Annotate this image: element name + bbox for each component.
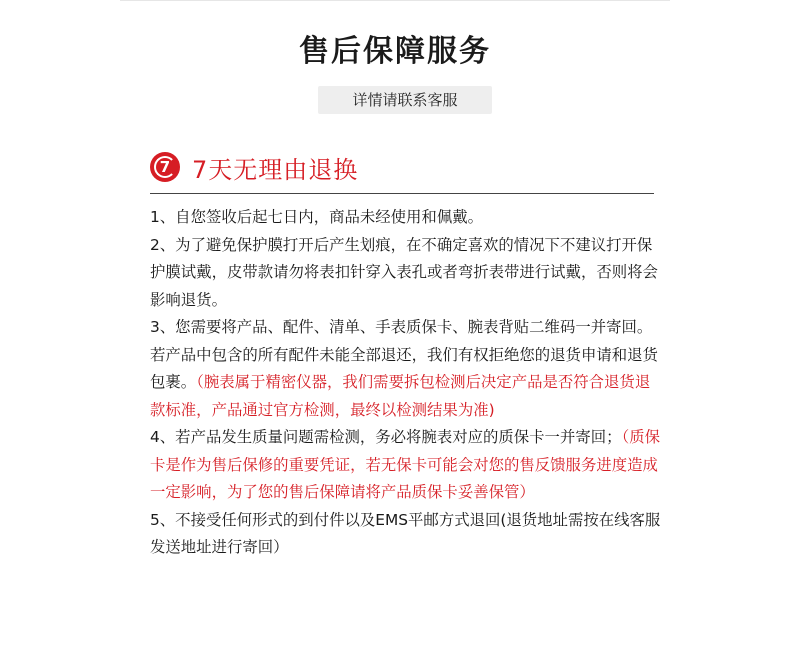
section-title: 7天无理由退换 [192,155,359,184]
policy-content [150,204,662,562]
top-divider [120,0,670,1]
warranty-card-warning: （质保卡是作为售后保修的重要凭证，若无保卡可能会对您的售反馈服务进度造成一定影响，为了您的售后保障请将产品质保卡妥善保管） [150,428,660,501]
policy-item-3: 3、您需要将产品、配件、清单、手表质保卡、腕表背贴二维码一并寄回。 [150,318,653,336]
section-divider [150,193,654,194]
badge-icon-text: 7 [159,158,171,176]
policy-note-accessories [150,342,662,425]
section-header [150,150,358,184]
page-title: 售后保障服务 [299,34,491,69]
accessories-text: 若产品中包含的所有配件未能全部退还，我们有权拒绝您的退货申请和退货包裹。 [150,345,658,391]
policy-item-5: 5、不接受任何形式的到付件以及EMS平邮方式退回(退货地址需按在线客服发送地址进行寄回） [150,510,661,556]
inspection-warning: （腕表属于精密仪器，我们需要拆包检测后决定产品是否符合退货退款标准，产品通过官方检测，最终以检测结果为准) [150,373,651,419]
contact-service-note: 详情请联系客服 [318,86,492,114]
return-7-days-icon [150,152,180,182]
policy-item-1: 1、自您签收后起七日内，商品未经使用和佩戴。 [150,208,483,226]
policy-item-2: 2、为了避免保护膜打开后产生划痕，在不确定喜欢的情况下不建议打开保护膜试戴，皮带款请勿将表扣针穿入表孔或者弯折表带进行试戴，否则将会影响退货。 [150,235,658,309]
policy-item-4 [150,424,662,507]
quality-check-text: 4、若产品发生质量问题需检测，务必将腕表对应的质保卡一并寄回； [150,428,622,446]
